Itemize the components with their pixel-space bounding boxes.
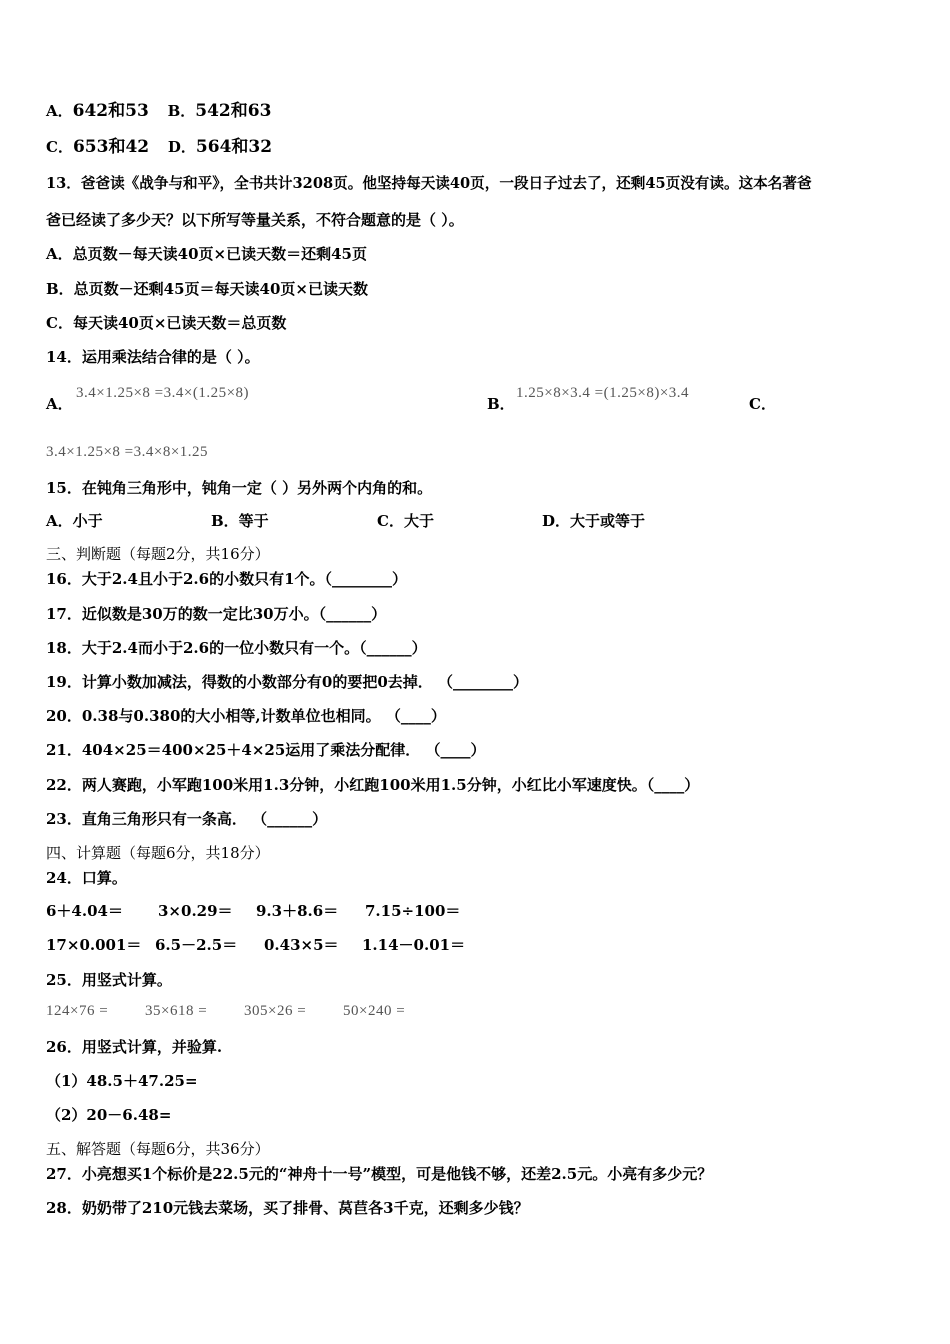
mental-calc-5: 17×0.001＝ xyxy=(46,936,142,954)
mental-calc-2: 3×0.29＝ xyxy=(158,902,233,920)
mental-calc-6: 6.5－2.5＝ xyxy=(155,936,238,954)
q22: 22．两人赛跑，小军跑100米用1.3分钟，小红跑100米用1.5分钟，小红比小军速度快。（____） xyxy=(46,776,700,794)
q15-option-a: A．小于 xyxy=(46,512,103,530)
q26-part-2: （2）20－6.48= xyxy=(46,1106,172,1124)
mental-calc-3: 9.3＋8.6＝ xyxy=(256,902,339,920)
q12-option-b-label: B． xyxy=(167,102,196,120)
mental-calc-8: 1.14－0.01＝ xyxy=(362,936,466,954)
q16: 16．大于2.4且小于2.6的小数只有1个。（________） xyxy=(46,570,408,588)
q27: 27．小亮想买1个标价是22.5元的“神舟十一号”模型，可是他钱不够，还差2.5元。小亮有多少元？ xyxy=(46,1165,713,1183)
q12-option-d-label: D． xyxy=(167,138,196,156)
vertical-calc-2: 35×618 = xyxy=(145,1003,208,1019)
q12-option-a-label: A． xyxy=(46,102,73,120)
q12-option-a: 642和53 xyxy=(72,101,149,121)
q12-option-c-label: C． xyxy=(46,138,73,156)
q26: 26．用竖式计算，并验算. xyxy=(46,1038,223,1056)
q12-option-c: 653和42 xyxy=(72,137,150,157)
vertical-calc-1: 124×76 = xyxy=(46,1003,109,1019)
q15-option-d: D．大于或等于 xyxy=(542,512,646,530)
q12-option-b: 542和63 xyxy=(195,101,272,121)
q18: 18．大于2.4而小于2.6的一位小数只有一个。（______） xyxy=(46,639,427,657)
q17: 17．近似数是30万的数一定比30万小。（______） xyxy=(46,605,387,623)
vertical-calc-4: 50×240 = xyxy=(343,1003,406,1019)
q23: 23．直角三角形只有一条高． （______） xyxy=(46,810,328,828)
q13-stem-line2: 爸已经读了多少天？以下所写等量关系，不符合题意的是（ ）。 xyxy=(46,211,464,229)
q26-part-1: （1）48.5＋47.25= xyxy=(46,1072,198,1090)
vertical-calc-3: 305×26 = xyxy=(244,1003,307,1019)
q13-stem-line1: 13．爸爸读《战争与和平》，全书共计3208页。他坚持每天读40页，一段日子过去了，还剩45页没有读。这本名著爸 xyxy=(46,175,812,192)
mental-calc-1: 6＋4.04＝ xyxy=(46,902,123,920)
q14-option-a-formula: 3.4×1.25×8 =3.4×(1.25×8) xyxy=(76,385,250,401)
q13-option-c: C．每天读40页×已读天数＝总页数 xyxy=(46,314,287,332)
q12-options-row1 xyxy=(46,101,271,121)
mental-calc-4: 7.15÷100＝ xyxy=(365,902,461,920)
q21: 21．404×25＝400×25＋4×25运用了乘法分配律． （____） xyxy=(46,741,486,759)
q15-option-c: C．大于 xyxy=(377,512,434,530)
q13-option-b: B．总页数－还剩45页＝每天读40页×已读天数 xyxy=(46,280,368,298)
q20: 20．0.38与0.380的大小相等,计数单位也相同。 （____） xyxy=(46,707,446,725)
section-4-title: 四、计算题（每题6分，共18分） xyxy=(46,844,270,862)
mental-calc-7: 0.43×5＝ xyxy=(264,936,339,954)
q14-option-b-formula: 1.25×8×3.4 =(1.25×8)×3.4 xyxy=(516,385,690,401)
q24: 24．口算。 xyxy=(46,869,127,887)
q14-option-c-formula: 3.4×1.25×8 =3.4×8×1.25 xyxy=(46,444,209,460)
q12-option-d: 564和32 xyxy=(195,137,273,157)
q28: 28．奶奶带了210元钱去菜场，买了排骨、莴苣各3千克，还剩多少钱？ xyxy=(46,1199,529,1217)
q19: 19．计算小数加减法，得数的小数部分有0的要把0去掉． （________） xyxy=(46,673,528,691)
q13-option-a: A．总页数－每天读40页×已读天数＝还剩45页 xyxy=(46,245,367,263)
q14-option-c-label: C． xyxy=(749,395,776,413)
q15-stem: 15．在钝角三角形中，钝角一定（ ）另外两个内角的和。 xyxy=(46,479,433,497)
section-5-title: 五、解答题（每题6分，共36分） xyxy=(46,1140,270,1158)
q25: 25．用竖式计算。 xyxy=(46,971,172,989)
q14-stem: 14．运用乘法结合律的是（ ）。 xyxy=(46,348,260,366)
q14-option-b-label: B． xyxy=(487,395,515,413)
q12-options-row2 xyxy=(46,137,272,157)
section-3-title: 三、判断题（每题2分，共16分） xyxy=(46,545,270,563)
q15-option-b: B．等于 xyxy=(211,512,269,530)
q14-option-a-label: A． xyxy=(46,395,73,413)
